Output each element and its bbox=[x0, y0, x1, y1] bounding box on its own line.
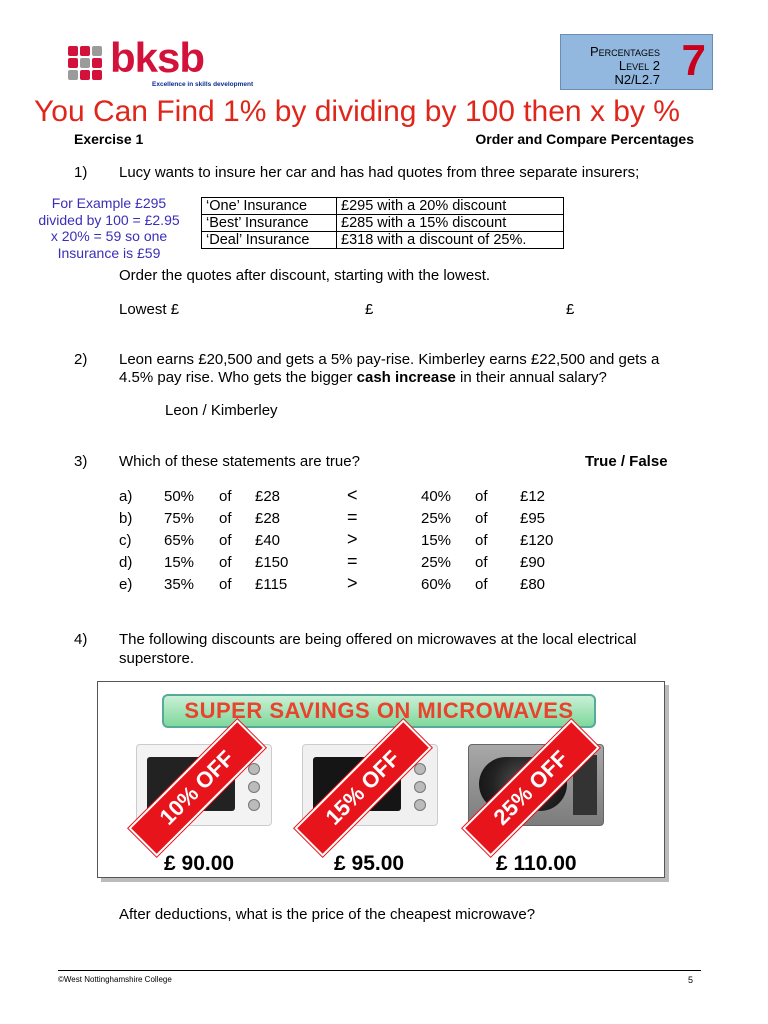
statement-amount-right: £95 bbox=[520, 510, 546, 527]
statement-of: of bbox=[219, 510, 232, 527]
example-line: divided by 100 = £2.95 bbox=[38, 211, 180, 228]
level-subject: Percentages bbox=[589, 44, 660, 59]
q1-text: Lucy wants to insure her car and has had quotes from three separate insurers; bbox=[119, 164, 640, 181]
q2-number: 2) bbox=[74, 351, 88, 368]
footer-divider bbox=[58, 970, 701, 971]
level-label: Level 2 bbox=[618, 58, 660, 73]
footer-copyright: ©West Nottinghamshire College bbox=[58, 975, 172, 984]
q4-question: After deductions, what is the price of the cheapest microwave? bbox=[119, 906, 536, 923]
example-note bbox=[24, 195, 194, 261]
q2-line2-start: 4.5% pay rise. Who gets the bigger bbox=[119, 369, 357, 386]
table-row bbox=[202, 215, 564, 232]
true-false-label: True / False bbox=[585, 453, 668, 470]
insurer-name: ‘Deal’ Insurance bbox=[202, 232, 337, 249]
q1-instruction: Order the quotes after discount, starting with the lowest. bbox=[119, 267, 491, 284]
insurer-name: ‘One’ Insurance bbox=[202, 198, 337, 215]
statement-amount-right: £120 bbox=[520, 532, 554, 549]
q3-text: Which of these statements are true? bbox=[119, 453, 360, 470]
statement-of: of bbox=[475, 532, 488, 549]
insurer-quote: £318 with a discount of 25%. bbox=[337, 232, 564, 249]
page-title: You Can Find 1% by dividing by 100 then x by % bbox=[34, 95, 680, 128]
microwave-promo bbox=[97, 681, 665, 878]
q4-number: 4) bbox=[74, 631, 88, 648]
statement-percent-left: 65% bbox=[164, 532, 195, 549]
q2-line1: Leon earns £20,500 and gets a 5% pay-rise. Kimberley earns £22,500 and gets a bbox=[119, 351, 660, 368]
statement-amount-right: £90 bbox=[520, 554, 546, 571]
price-label: £ 95.00 bbox=[334, 852, 405, 875]
price-label: £ 90.00 bbox=[164, 852, 235, 875]
statement-percent-right: 25% bbox=[421, 510, 452, 527]
price-label: £ 110.00 bbox=[496, 852, 577, 875]
q2-emphasis: cash increase bbox=[356, 369, 456, 386]
q4-line1: The following discounts are being offered on microwaves at the local electrical bbox=[119, 631, 637, 648]
statement-percent-left: 35% bbox=[164, 576, 195, 593]
topic-heading: Order and Compare Percentages bbox=[475, 131, 694, 147]
statement-letter: c) bbox=[119, 532, 132, 549]
statement-percent-right: 60% bbox=[421, 576, 452, 593]
example-line: x 20% = 59 so one bbox=[50, 228, 168, 244]
logo-wordmark: bksb bbox=[110, 34, 205, 81]
answer-lowest: Lowest £ bbox=[119, 301, 180, 318]
level-code: N2/L2.7 bbox=[614, 72, 660, 87]
promo-banner: SUPER SAVINGS ON MICROWAVES bbox=[162, 694, 596, 728]
statement-of: of bbox=[475, 510, 488, 527]
statement-of: of bbox=[475, 554, 488, 571]
q2-line2 bbox=[119, 369, 607, 386]
discount-badge: 15% OFF bbox=[294, 719, 431, 856]
statement-percent-left: 75% bbox=[164, 510, 195, 527]
q3-number: 3) bbox=[74, 453, 88, 470]
insurance-table bbox=[201, 197, 564, 249]
example-line: For Example £295 bbox=[51, 195, 167, 211]
discount-badge: 10% OFF bbox=[128, 719, 265, 856]
page-number: 5 bbox=[688, 975, 694, 985]
statement-operator: > bbox=[347, 529, 358, 549]
insurer-name: ‘Best’ Insurance bbox=[202, 215, 337, 232]
statement-amount-left: £28 bbox=[255, 510, 281, 527]
discount-badge: 25% OFF bbox=[462, 719, 599, 856]
statement-operator: < bbox=[347, 485, 358, 505]
statement-amount-left: £28 bbox=[255, 488, 281, 505]
exercise-label: Exercise 1 bbox=[74, 131, 144, 147]
table-row bbox=[202, 232, 564, 249]
statement-percent-right: 15% bbox=[421, 532, 452, 549]
insurer-quote: £285 with a 15% discount bbox=[337, 215, 564, 232]
statement-operator: = bbox=[347, 507, 358, 527]
level-box bbox=[560, 34, 713, 90]
statement-operator: > bbox=[347, 573, 358, 593]
statement-letter: e) bbox=[119, 576, 133, 593]
answer-highest: £ bbox=[566, 301, 575, 318]
statement-amount-left: £150 bbox=[255, 554, 289, 571]
statement-of: of bbox=[219, 576, 232, 593]
statement-of: of bbox=[475, 488, 488, 505]
statement-amount-left: £115 bbox=[255, 576, 288, 593]
statement-of: of bbox=[219, 532, 232, 549]
example-line: Insurance is £59 bbox=[57, 244, 161, 261]
statement-amount-right: £12 bbox=[520, 488, 546, 505]
statement-of: of bbox=[219, 554, 232, 571]
statement-percent-left: 15% bbox=[164, 554, 195, 571]
answer-middle: £ bbox=[365, 301, 374, 318]
q2-line2-end: in their annual salary? bbox=[455, 369, 607, 386]
logo-tagline: Excellence in skills development bbox=[152, 81, 254, 88]
statement-amount-right: £80 bbox=[520, 576, 546, 593]
statement-letter: b) bbox=[119, 510, 133, 527]
statement-letter: a) bbox=[119, 488, 133, 505]
statement-percent-left: 50% bbox=[164, 488, 195, 505]
insurer-quote: £295 with a 20% discount bbox=[337, 198, 564, 215]
statement-amount-left: £40 bbox=[255, 532, 281, 549]
q4-line2: superstore. bbox=[119, 650, 195, 667]
bksb-logo bbox=[68, 34, 273, 92]
statement-percent-right: 25% bbox=[421, 554, 452, 571]
level-number: 7 bbox=[681, 36, 706, 85]
q2-options: Leon / Kimberley bbox=[165, 402, 278, 419]
table-row bbox=[202, 198, 564, 215]
q1-number: 1) bbox=[74, 164, 88, 181]
statement-letter: d) bbox=[119, 554, 133, 571]
statement-operator: = bbox=[347, 551, 358, 571]
statement-of: of bbox=[475, 576, 488, 593]
statement-percent-right: 40% bbox=[421, 488, 452, 505]
statement-row bbox=[119, 573, 579, 598]
statement-of: of bbox=[219, 488, 232, 505]
